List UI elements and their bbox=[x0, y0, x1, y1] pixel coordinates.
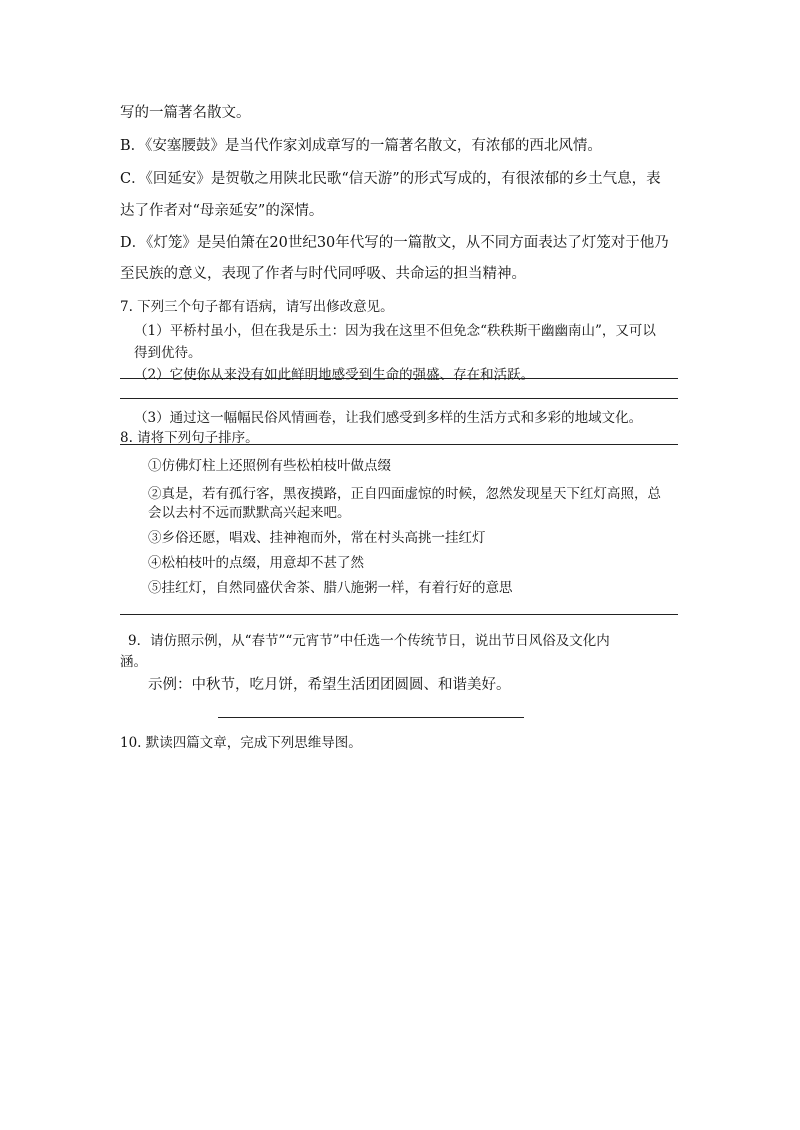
sentence-item-3: ③乡俗还愿，唱戏、挂神袍而外，常在村头高挑一挂红灯 bbox=[148, 530, 486, 546]
answer-line bbox=[120, 378, 678, 379]
answer-line bbox=[120, 614, 678, 615]
sentence-7-1-line1: （1）平桥村虽小，但在我是乐土：因为我在这里不但免念“秩秩斯干幽幽南山”，又可以 bbox=[134, 323, 656, 339]
sentence-item-1: ①仿佛灯柱上还照例有些松柏枝叶做点缀 bbox=[148, 458, 391, 474]
question-7: 7. 下列三个句子都有语病，请写出修改意见。 bbox=[120, 299, 394, 315]
sentence-item-2-line1: ②真是，若有孤行客，黑夜摸路，正自四面虚惊的时候，忽然发现星天下红灯高照，总 bbox=[148, 486, 661, 502]
question-10: 10. 默读四篇文章，完成下列思维导图。 bbox=[120, 735, 362, 751]
answer-line bbox=[218, 717, 524, 718]
option-c-line1: C．《回延安》是贺敬之用陕北民歌“信天游”的形式写成的，有很浓郁的乡土气息，表 bbox=[120, 171, 661, 187]
option-c-line2: 达了作者对“母亲延安”的深情。 bbox=[120, 203, 324, 219]
sentence-7-3: （3）通过这一幅幅民俗风情画卷，让我们感受到多样的生活方式和多彩的地域文化。 bbox=[134, 410, 643, 426]
question-9-example: 示例：中秋节，吃月饼，希望生活团团圆圆、和谐美好。 bbox=[148, 677, 511, 693]
sentence-item-4: ④松柏枝叶的点缀，用意却不甚了然 bbox=[148, 555, 364, 571]
option-d-line2: 至民族的意义，表现了作者与时代同呼吸、共命运的担当精神。 bbox=[120, 266, 526, 282]
answer-line bbox=[120, 398, 678, 399]
question-8: 8. 请将下列句子排序。 bbox=[120, 430, 259, 446]
answer-line bbox=[120, 444, 678, 445]
option-d-line1: D．《灯笼》是吴伯箫在20世纪30年代写的一篇散文，从不同方面表达了灯笼对于他乃 bbox=[120, 235, 669, 251]
sentence-item-5: ⑤挂红灯，自然同盛伏舍茶、腊八施粥一样，有着行好的意思 bbox=[148, 580, 513, 596]
sentence-7-2: （2）它使你从来没有如此鲜明地感受到生命的强盛、存在和活跃。 bbox=[134, 367, 535, 383]
sentence-7-1-line2: 得到优待。 bbox=[134, 345, 202, 361]
sentence-item-2-line2: 会以去村不远而默默高兴起来吧。 bbox=[148, 505, 351, 521]
question-9-line2: 涵。 bbox=[120, 654, 147, 670]
option-a-continuation: 写的一篇著名散文。 bbox=[120, 105, 251, 121]
option-b: B．《安塞腰鼓》是当代作家刘成章写的一篇著名散文，有浓郁的西北风情。 bbox=[120, 138, 602, 154]
question-9-line1: 9．请仿照示例，从“春节”“元宵节”中任选一个传统节日，说出节日风俗及文化内 bbox=[128, 633, 610, 649]
